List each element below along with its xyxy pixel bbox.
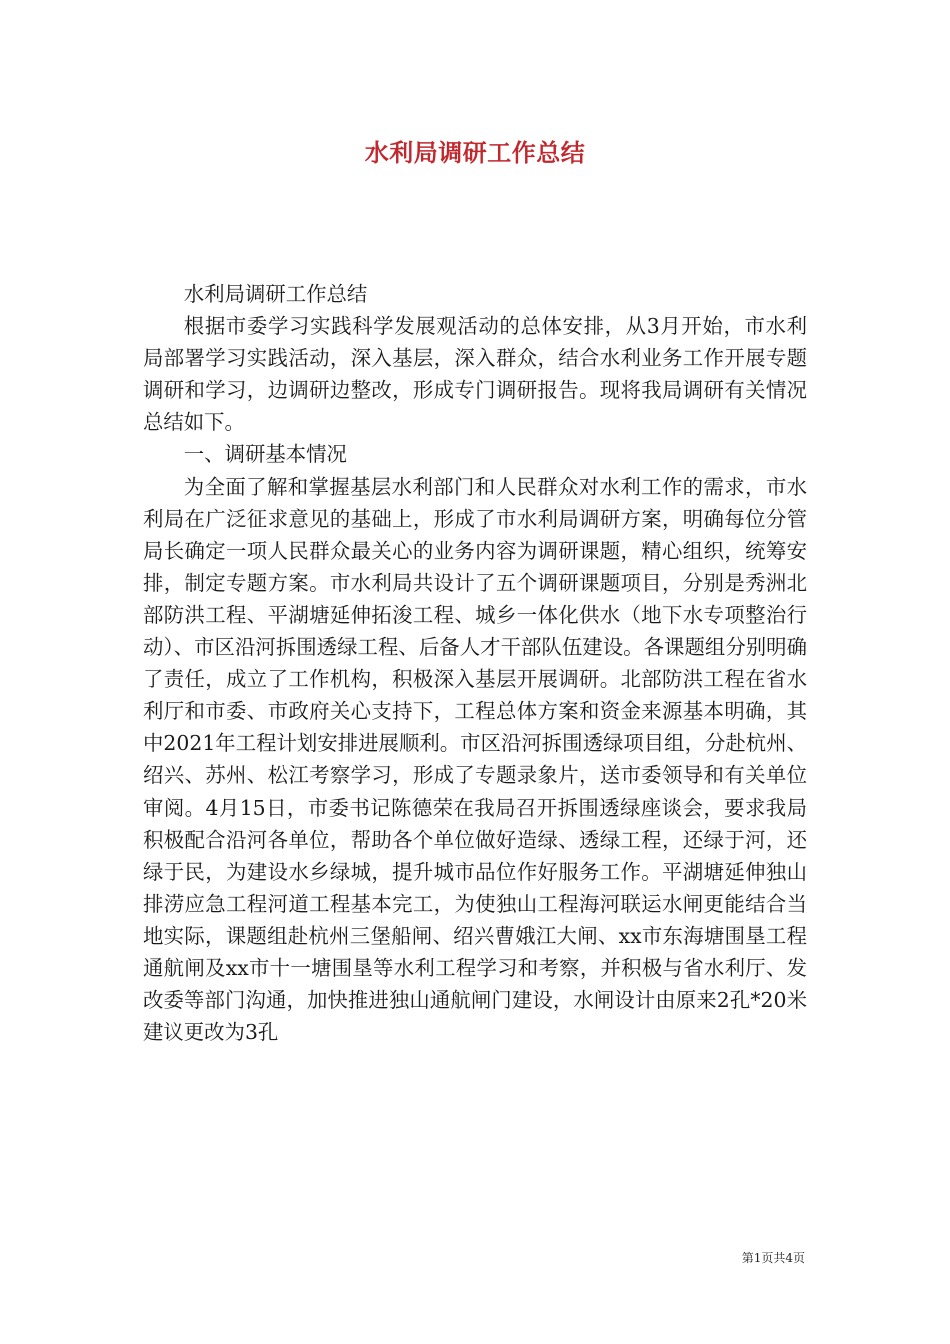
- paragraph-section-1: 为全面了解和掌握基层水利部门和人民群众对水利工作的需求，市水利局在广泛征求意见的基础上，形成了市水利局调研方案，明确每位分管局长确定一项人民群众最关心的业务内容为调研课题，精心组织，统筹安排，制定专题方案。市水利局共设计了五个调研课题项目，分别是秀洲北部防洪工程、平湖塘延伸拓浚工程、城乡一体化供水（地下水专项整治行动）、市区沿河拆围透绿工程、后备人才干部队伍建设。各课题组分别明确了责任，成立了工作机构，积极深入基层开展调研。北部防洪工程在省水利厅和市委、市政府关心支持下，工程总体方案和资金来源基本明确，其中2021年工程计划安排进展顺利。市区沿河拆围透绿项目组，分赴杭州、绍兴、苏州、松江考察学习，形成了专题录象片，送市委领导和有关单位审阅。4月15日，市委书记陈德荣在我局召开拆围透绿座谈会，要求我局积极配合沿河各单位，帮助各个单位做好造绿、透绿工程，还绿于河，还绿于民，为建设水乡绿城，提升城市品位作好服务工作。平湖塘延伸独山排涝应急工程河道工程基本完工，为使独山工程海河联运水闸更能结合当地实际，课题组赴杭州三堡船闸、绍兴曹娥江大闸、xx市东海塘围垦工程通航闸及xx市十一塘围垦等水利工程学习和考察，并积极与省水利厅、发改委等部门沟通，加快推进独山通航闸门建设，水闸设计由原来2孔*20米建议更改为3孔: [143, 474, 807, 1045]
- paragraph-subtitle: 水利局调研工作总结: [183, 282, 368, 306]
- document-title: 水利局调研工作总结: [364, 138, 586, 167]
- paragraph-intro: 根据市委学习实践科学发展观活动的总体安排，从3月开始，市水利局部署学习实践活动，深入基层，深入群众，结合水利业务工作开展专题调研和学习，边调研边整改，形成专门调研报告。现将我局调研有关情况总结如下。: [143, 314, 807, 435]
- document-body: [143, 278, 807, 1048]
- section-heading-1: 一、调研基本情况: [183, 442, 347, 467]
- page-indicator: 第1页共4页: [741, 1251, 805, 1265]
